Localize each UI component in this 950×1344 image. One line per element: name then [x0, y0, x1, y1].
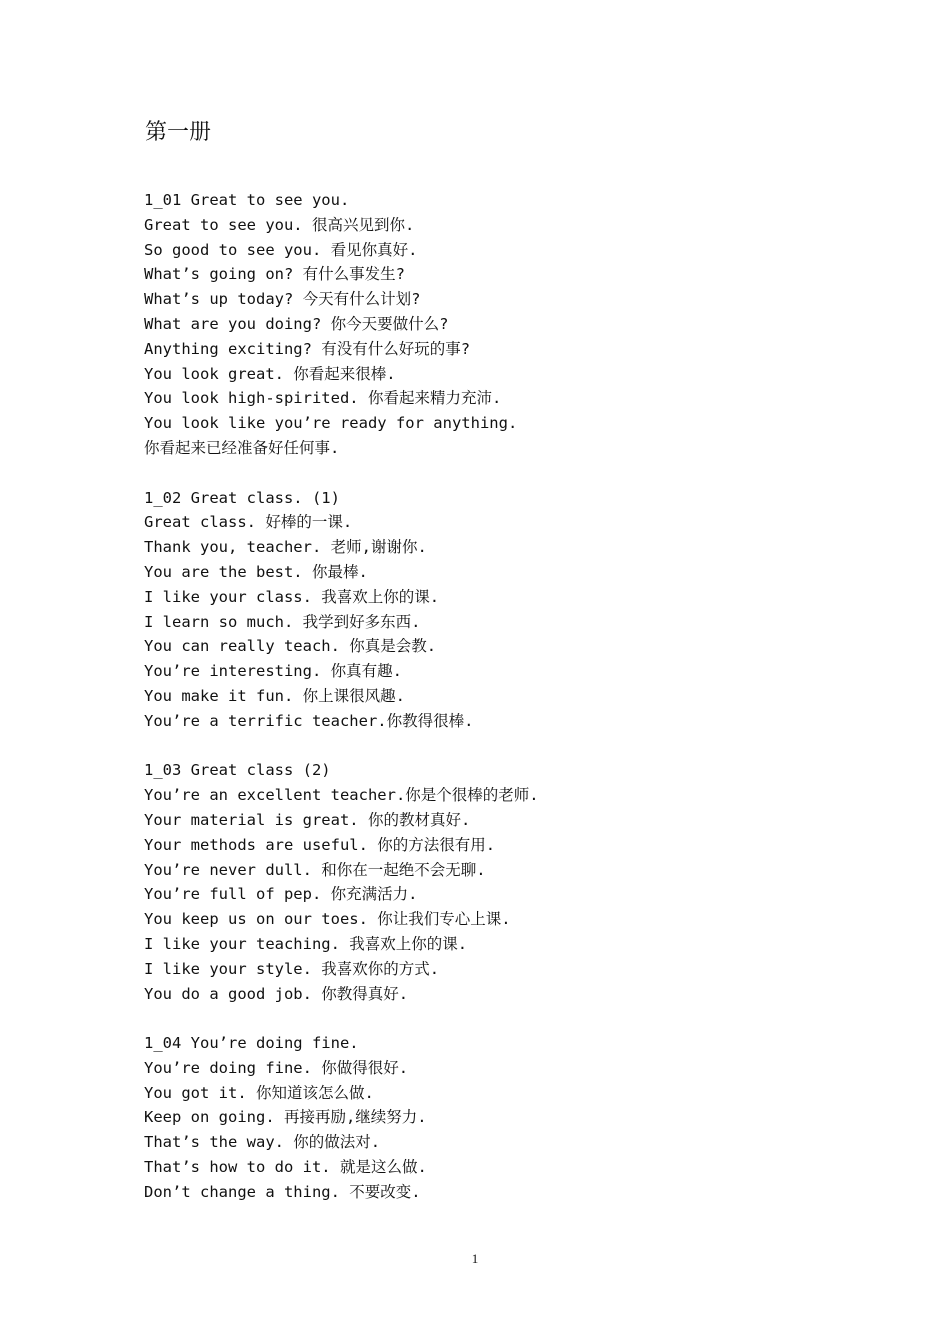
phrase-line: That’s how to do it. 就是这么做. [144, 1158, 427, 1177]
phrase-line: You keep us on our toes. 你让我们专心上课. [144, 910, 511, 929]
section-1-01 [144, 188, 904, 461]
phrase-line: You are the best. 你最棒. [144, 562, 368, 581]
phrase-line: I like your style. 我喜欢你的方式. [144, 959, 440, 978]
phrase-line: Don’t change a thing. 不要改变. [144, 1182, 421, 1201]
phrase-line: I like your teaching. 我喜欢上你的课. [144, 934, 468, 953]
phrase-line: You look like you’re ready for anything. [144, 414, 518, 433]
document-body [144, 188, 904, 1229]
phrase-line: You’re a terrific teacher.你教得很棒. [144, 711, 474, 730]
phrase-line: You’re full of pep. 你充满活力. [144, 885, 418, 904]
page-number: 1 [471, 1251, 479, 1266]
phrase-line: I like your class. 我喜欢上你的课. [144, 587, 440, 606]
section-1-03 [144, 758, 904, 1006]
section-1-04 [144, 1031, 904, 1205]
phrase-line: Keep on going. 再接再励,继续努力. [144, 1108, 427, 1127]
phrase-line: You’re an excellent teacher.你是个很棒的老师. [144, 786, 539, 805]
phrase-line: Your material is great. 你的教材真好. [144, 810, 471, 829]
section-heading: 1_01 Great to see you. [144, 191, 350, 209]
section-heading: 1_03 Great class (2) [144, 761, 331, 780]
phrase-line: You’re interesting. 你真有趣. [144, 662, 402, 681]
page-title: 第一册 [145, 120, 212, 145]
phrase-line: What’s up today? 今天有什么计划? [144, 290, 421, 309]
section-heading: 1_02 Great class. (1) [144, 488, 340, 507]
phrase-line: Your methods are useful. 你的方法很有用. [144, 835, 496, 854]
phrase-line: You got it. 你知道该怎么做. [144, 1083, 374, 1102]
phrase-line: Great to see you. 很高兴见到你. [144, 215, 415, 234]
phrase-line: You can really teach. 你真是会教. [144, 637, 437, 656]
phrase-line: You do a good job. 你教得真好. [144, 984, 409, 1003]
section-1-02 [144, 486, 904, 734]
phrase-line: Thank you, teacher. 老师,谢谢你. [144, 538, 427, 557]
phrase-line: That’s the way. 你的做法对. [144, 1133, 381, 1152]
phrase-line: I learn so much. 我学到好多东西. [144, 612, 421, 631]
phrase-line: You’re never dull. 和你在一起绝不会无聊. [144, 860, 486, 879]
phrase-line: You look great. 你看起来很棒. [144, 364, 396, 383]
phrase-line: Anything exciting? 有没有什么好玩的事? [144, 339, 471, 358]
phrase-line: 你看起来已经准备好任何事. [144, 438, 340, 457]
phrase-line: Great class. 好棒的一课. [144, 513, 353, 532]
phrase-line: What’s going on? 有什么事发生? [144, 265, 405, 284]
phrase-line: You’re doing fine. 你做得很好. [144, 1058, 409, 1077]
section-heading: 1_04 You’re doing fine. [144, 1034, 359, 1053]
phrase-line: So good to see you. 看见你真好. [144, 240, 418, 259]
phrase-line: You make it fun. 你上课很风趣. [144, 686, 405, 705]
phrase-line: You look high-spirited. 你看起来精力充沛. [144, 389, 502, 408]
phrase-line: What are you doing? 你今天要做什么? [144, 314, 449, 333]
